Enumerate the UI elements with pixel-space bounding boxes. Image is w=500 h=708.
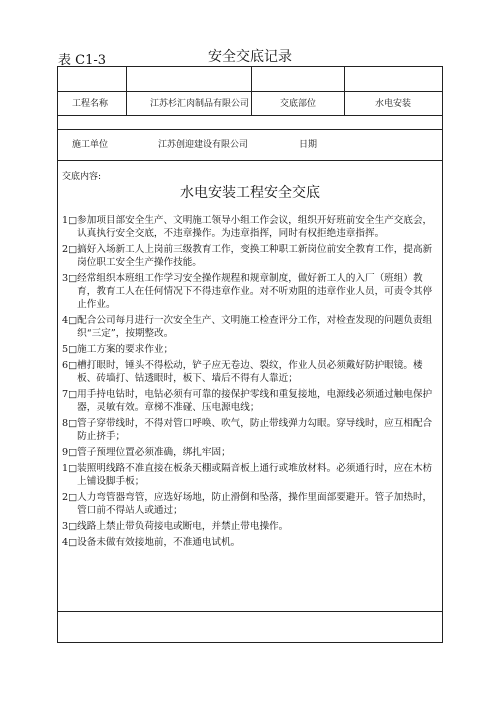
handover-item — [62, 536, 438, 549]
project-name-value: 江苏杉汇肉制品有限公司 — [150, 99, 250, 109]
record-table — [57, 66, 443, 643]
handover-part-label: 交底部位 — [280, 99, 317, 109]
handover-item — [62, 272, 438, 311]
project-name-label: 工程名称 — [72, 99, 109, 109]
handover-item — [62, 520, 438, 533]
row-divider — [58, 115, 442, 116]
column-divider — [344, 67, 345, 115]
row-divider — [58, 611, 442, 612]
handover-item — [62, 491, 438, 517]
construction-unit-value: 江苏创迎建设有限公司 — [158, 140, 249, 150]
item-number: 2□ — [62, 492, 78, 503]
item-number: 1□ — [62, 463, 78, 474]
form-title: 安全交底记录 — [208, 49, 292, 65]
handover-items — [62, 214, 438, 552]
handover-item — [62, 446, 438, 459]
item-text: 槽打眼时，锤头不得松动，铲子应无卷边、裂纹，作业人员必须戴好防护眼镜。楼板、砖墙打、钻透眼时，板下、墙后不得有人靠近； — [77, 360, 423, 384]
item-number: 4□ — [62, 537, 78, 548]
handover-item — [62, 417, 438, 443]
form-code: 表 C1-3 — [58, 53, 107, 68]
item-text: 线路上禁止带负荷接电或断电，并禁止带电操作。 — [77, 521, 289, 532]
item-number: 2□ — [62, 244, 78, 255]
item-text: 用手持电钻时，电钻必须有可靠的接保护零线和重复接地，电源线必须通过触电保护器，灵敏有效。章梯不准碰、压电源电线； — [77, 389, 433, 413]
item-number: 3□ — [62, 521, 78, 532]
content-title: 水电安装工程安全交底 — [180, 185, 320, 201]
item-number: 6□ — [62, 360, 78, 371]
handover-item — [62, 314, 438, 340]
handover-item — [62, 388, 438, 414]
item-number: 3□ — [62, 273, 78, 284]
item-text: 人力弯管器弯管，应选好场地，防止滑倒和坠落，操作里面部要避开。管子加热时，管口前不得站人或通过； — [77, 492, 433, 516]
date-label: 日期 — [299, 140, 318, 150]
item-number: 1□ — [62, 215, 78, 226]
item-number: 5□ — [62, 344, 78, 355]
item-text: 管子穿带线时，不得对管口呼唤、吹气，防止带线弹力勾眼。穿导线时，应互相配合防止挤手； — [77, 418, 433, 442]
handover-part-value: 水电安装 — [375, 99, 412, 109]
item-number: 4□ — [62, 315, 78, 326]
item-text: 搞好入场新工人上岗前三级教育工作，变换工种职工新岗位前安全教育工作，提高新岗位职工安全生产操作技能。 — [77, 244, 433, 268]
item-number: 8□ — [62, 418, 78, 429]
handover-item — [62, 343, 438, 356]
construction-unit-label: 施工单位 — [72, 140, 109, 150]
item-text: 配合公司每月进行一次安全生产、文明施工检查评分工作，对检查发现的问题负责组织“三定”，按期整改。 — [77, 315, 433, 339]
item-number: 9□ — [62, 447, 78, 458]
item-text: 管子预埋位置必须准确，绑扎牢固； — [77, 447, 231, 458]
handover-item — [62, 359, 438, 385]
handover-item — [62, 462, 438, 488]
row-divider — [58, 129, 442, 130]
handover-item — [62, 243, 438, 269]
row-divider — [58, 160, 442, 161]
item-text: 经常组织本班组工作学习安全操作规程和规章制度，做好新工人的入厂（班组）教育，教育工人在任何情况下不得违章作业。对不听劝阻的违章作业人员，可责令其停止作业。 — [77, 273, 433, 310]
item-text: 参加项目部安全生产、文明施工领导小组工作会议，组织开好班前安全生产交底会，认真执行安全交底，不违章操作。为违章指挥，同时有权拒绝违章指挥。 — [77, 215, 433, 239]
column-divider — [251, 67, 252, 115]
handover-item — [62, 214, 438, 240]
column-divider — [126, 67, 127, 115]
content-label: 交底内容: — [62, 172, 102, 182]
item-text: 设备未做有效接地前，不准通电试机。 — [77, 537, 241, 548]
item-number: 7□ — [62, 389, 78, 400]
row-divider — [58, 91, 442, 92]
item-text: 施工方案的要求作业； — [77, 344, 174, 355]
item-text: 装照明线路不准直接在板条天棚或隔音板上通行或堆放材料。必须通行时，应在木枋上铺设脚手板； — [77, 463, 433, 487]
